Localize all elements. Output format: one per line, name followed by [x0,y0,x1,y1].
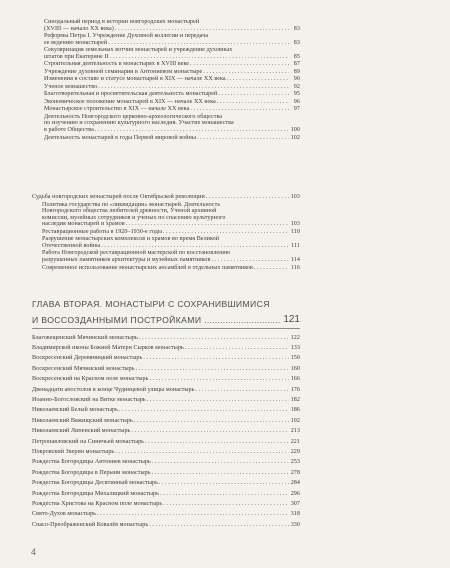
toc-entry[interactable] [44,84,300,91]
leader-dots [217,99,289,106]
toc-entry-row [32,387,300,394]
toc-entry-row [32,480,300,487]
toc-entry-row [32,194,300,201]
toc-entry-page: 83 [293,25,300,32]
toc-entry-row [44,54,300,61]
toc-entry-title-line: Деятельность монастырей в годы Первой мировой войны [44,134,197,141]
toc-entry-title-line: Синодальный период в истории новгородских монастырей [44,19,200,25]
toc-entry-row [42,243,300,250]
toc-entry-row [44,91,300,98]
toc-entry-row [32,459,300,466]
chapter-divider [32,328,300,329]
toc-entry[interactable] [32,418,300,425]
toc-entry-title-line: Экономическое положение монастырей в XIX — начале XX века [44,98,216,105]
toc-entry-row [32,407,300,414]
toc-entry[interactable] [44,69,300,76]
toc-entry-page: 330 [290,521,300,528]
leader-dots [185,345,289,352]
toc-entry-title-line: комиссии, музейных сотрудников и ученых по спасению культурного [42,214,226,221]
toc-entry-row [32,376,300,383]
leader-dots [126,221,289,228]
toc-entry[interactable] [32,345,300,352]
toc-entry-title-line: Реставрационные работы в 1920–1930-е годы [42,228,162,235]
leader-dots [108,40,289,47]
toc-entry-title-line: ее ведению монастырей [44,39,108,46]
toc-entry-row [42,265,300,272]
toc-entry[interactable] [32,387,300,394]
toc-entry[interactable] [32,501,300,508]
toc-entry-title-line: штатов при Екатерине II [44,53,109,60]
toc-entry-page: 166 [290,376,300,383]
toc-entry-title-line: в работе Общества [44,126,94,133]
toc-entry-page: 229 [290,448,300,455]
toc-entry-page: 95 [293,91,300,98]
chapter-page-number: 121 [283,314,300,325]
toc-entry-row [32,428,300,435]
toc-entry[interactable] [44,19,300,32]
toc-entry-title: Рождества Богородицы в Перыни монастырь [32,469,151,476]
toc-entry-row [44,84,300,91]
toc-entry-title-line: Учреждение духовной семинарии в Антониевом монастыре [44,68,203,75]
leader-dots [147,397,289,404]
toc-entry-page: 133 [290,344,300,351]
leader-dots [115,449,289,456]
toc-entry-title: Николаевский Липенский монастырь [32,428,131,435]
toc-entry-page: 114 [290,256,300,263]
toc-entry[interactable] [32,439,300,446]
toc-entry[interactable] [32,428,300,435]
toc-entry-page: 102 [290,134,300,141]
toc-entry-page: 110 [290,228,300,235]
toc-entry[interactable] [32,397,300,404]
toc-entry-row [44,26,300,33]
toc-entry-page: 296 [290,490,300,497]
leader-dots [149,522,289,529]
toc-entry-row [32,501,300,508]
toc-entry-page: 90 [293,76,300,83]
toc-entry-row [32,397,300,404]
toc-entry-page: 116 [290,264,300,271]
toc-entry-title: Иоанно-Богословский на Витке монастырь [32,396,146,403]
toc-entry-page: 103 [290,194,300,200]
toc-entry-page: 213 [290,428,300,435]
toc-entry-row [32,439,300,446]
toc-entry[interactable] [32,355,300,362]
toc-entry-row [44,99,300,106]
toc-entry[interactable] [44,135,300,142]
leader-dots [211,257,289,264]
toc-entry[interactable] [32,376,300,383]
toc-entry-title-line: Работа Новгородской реставрационной мастерской по восстановлению [42,250,231,257]
leader-dots [145,439,289,446]
leader-dots [101,243,289,250]
toc-entry-page: 122 [290,334,300,341]
leader-dots [152,459,289,466]
toc-entry-page: 103 [290,221,300,228]
toc-entry-title: Покровский Зверин монастырь [32,448,115,455]
toc-entry-title: Благовещенский Мячинский монастырь [32,334,138,341]
toc-entry-page: 89 [293,68,300,75]
toc-entry-row [32,470,300,477]
toc-entry-title-line: Судьба новгородских монастырей после Октябрьской революции [32,194,205,200]
leader-dots [110,54,289,61]
toc-entry-page: 83 [293,39,300,46]
toc-entry[interactable] [32,522,300,529]
toc-entry-row [42,257,300,264]
toc-entry-page: 100 [290,126,300,133]
leader-dots [134,418,289,425]
leader-dots [152,470,289,477]
toc-entry[interactable] [32,491,300,498]
toc-entry-title-line: (XVIII — начало XX века) [44,25,114,32]
leader-dots [254,265,289,272]
leader-dots [95,127,289,134]
toc-entry[interactable] [44,61,300,68]
toc-entry-row [44,69,300,76]
toc-entry[interactable] [32,194,300,201]
toc-entry-page: 278 [290,469,300,476]
toc-entry-title-line: Реформы Петра I. Учреждение Духовной коллегии и передача [44,33,209,40]
toc-entry-page: 111 [291,242,300,249]
toc-entry-row [44,61,300,68]
toc-entry-title: Николаевский Вяжищский монастырь [32,417,133,424]
leader-dots [206,194,289,201]
toc-entry-title: Воскресенский Деревяницкий монастырь [32,355,143,362]
page-number: 4 [31,547,37,557]
leader-dots [115,26,289,33]
toc-entry-title-line: Деятельность Новгородского церковно-археологического общества [44,113,223,120]
toc-entry[interactable] [32,449,300,456]
toc-entry-title-line: Отечественной войны [42,242,101,249]
toc-entry-title: Рождества Богородицы Антониев монастырь [32,459,151,466]
leader-dots [131,428,289,435]
toc-entry-row [44,106,300,113]
toc-entry-row [32,522,300,529]
leader-dots [119,407,289,414]
toc-entry-page: 307 [290,500,300,507]
toc-entry-page: 192 [290,417,300,424]
toc-entry-row [44,127,300,134]
toc-entry-title-line: Новгородского общества любителей древности, Ученой архивной [42,208,217,215]
toc-entry-title: Владимирской иконы Божией Матери Сырков монастырь [32,344,184,351]
toc-entry-page: 85 [293,53,300,60]
toc-entry-title: Рождества Богородицы Михалицкий монастырь [32,490,159,497]
toc-entry-row [32,418,300,425]
leader-dots [98,84,289,91]
toc-entry-row [32,449,300,456]
toc-entry[interactable] [32,366,300,373]
leader-dots [204,316,280,325]
toc-entry-title-line: Политика государства по «ликвидации» монастырей. Деятельность [42,201,221,208]
toc-entry[interactable] [32,407,300,414]
toc-entry-row [44,135,300,142]
toc-entry[interactable] [32,335,300,342]
toc-entry-row [32,345,300,352]
leader-dots [163,501,289,508]
leader-dots [163,229,289,236]
leader-dots [197,135,289,142]
toc-entry-row [32,366,300,373]
toc-entry[interactable] [32,511,300,518]
toc-entry-page: 176 [290,386,300,393]
leader-dots [159,480,289,487]
toc-entry-row [32,511,300,518]
toc-entry[interactable] [42,229,300,236]
toc-entry-page: 284 [290,480,300,487]
toc-entry-page: 182 [290,396,300,403]
toc-entry[interactable] [44,33,300,46]
leader-dots [139,335,289,342]
leader-dots [218,91,289,98]
toc-entry-title: Свято-Духов монастырь [32,511,96,518]
toc-entry-row [32,355,300,362]
toc-entry-page: 150 [290,355,300,362]
toc-entry-title: Воскресенский на Красном поле монастырь [32,376,149,383]
toc-entry-page: 186 [290,407,300,414]
toc-entry-title: Воскресенский Мячинский монастырь [32,365,135,372]
toc-entry[interactable] [32,480,300,487]
leader-dots [190,61,289,68]
chapter-title-line1: ГЛАВА ВТОРАЯ. МОНАСТЫРИ С СОХРАНИВШИМИСЯ [32,299,270,309]
chapter-title-line2: И ВОССОЗДАННЫМИ ПОСТРОЙКАМИ [32,315,202,325]
toc-entry-page: 87 [293,61,300,68]
toc-entry-title-line: Монастырское строительство в XIX — начале XX века [44,106,190,113]
toc-entry-title: Рождества Христова на Красном поле монастырь [32,500,163,507]
toc-entry-title-line: по изучению и сохранению культурного наследия. Участие монашества [44,120,234,127]
toc-entry[interactable] [44,47,300,60]
toc-entry-title-line: Благотворительная и просветительская деятельность монастырей [44,91,218,98]
toc-entry-page: 318 [290,511,300,518]
leader-dots [195,387,289,394]
toc-entry-title-line: Изменения в составе и статусе монастырей в XIX — начале XX века [44,76,226,83]
toc-entry-page: 160 [290,365,300,372]
leader-dots [227,76,289,83]
toc-entry-row [32,491,300,498]
toc-entry[interactable] [44,76,300,83]
toc-entry-row [42,221,300,228]
toc-entry-title-line: Разрушение монастырских комплексов и храмов во время Великой [42,236,220,243]
leader-dots [190,106,289,113]
toc-entry-title-line: Современное использование монастырских ансамблей в отдельных памятников [42,264,253,271]
toc-entry-row [32,335,300,342]
leader-dots [149,376,289,383]
toc-entry[interactable] [44,106,300,113]
toc-entry-page: 92 [293,83,300,90]
toc-entry-row [44,76,300,83]
chapter-title-line2-row [32,314,300,325]
leader-dots [136,366,289,373]
toc-entry-page: 96 [293,98,300,105]
toc-entry-page: 97 [293,106,300,113]
leader-dots [97,511,289,518]
toc-entry-title: Спасо-Преображенский Ковалёв монастырь [32,521,149,528]
toc-entry-title-line: наследия монастырей и храмов [42,221,125,228]
toc-entry[interactable] [42,265,300,272]
toc-entry-title: Двенадцати апостолов в конце Чудинцевой улицы монастырь [32,386,195,393]
toc-entry-title: Рождества Богородицы Десятинный монастырь [32,480,158,487]
toc-entry-title: Николаевский Белый монастырь [32,407,118,414]
toc-entry[interactable] [42,236,300,249]
toc-entry[interactable] [44,99,300,106]
toc-entry-row [42,229,300,236]
toc-entry-title: Петропавловский на Синичьей монастырь [32,438,145,445]
toc-entry-row [44,40,300,47]
toc-entry-title-line: Ученое монашество [44,83,98,90]
toc-entry[interactable] [44,91,300,98]
toc-entry-title-line: Строительная деятельность в монастырях в XVIII веке [44,61,190,68]
toc-entry[interactable] [32,459,300,466]
toc-entry[interactable] [32,470,300,477]
toc-entry-title-line: разрушенных памятников архитектуры и музейных памятников [42,256,211,263]
toc-entry-page: 221 [290,438,300,445]
leader-dots [203,69,289,76]
toc-entry[interactable] [42,202,300,228]
leader-dots [160,491,289,498]
toc-entry[interactable] [42,250,300,263]
toc-entry-title-line: Секуляризация земельных вотчин монастырей и учреждение духовных [44,47,233,54]
leader-dots [143,355,289,362]
toc-entry-page: 253 [290,459,300,466]
toc-entry[interactable] [44,114,300,134]
